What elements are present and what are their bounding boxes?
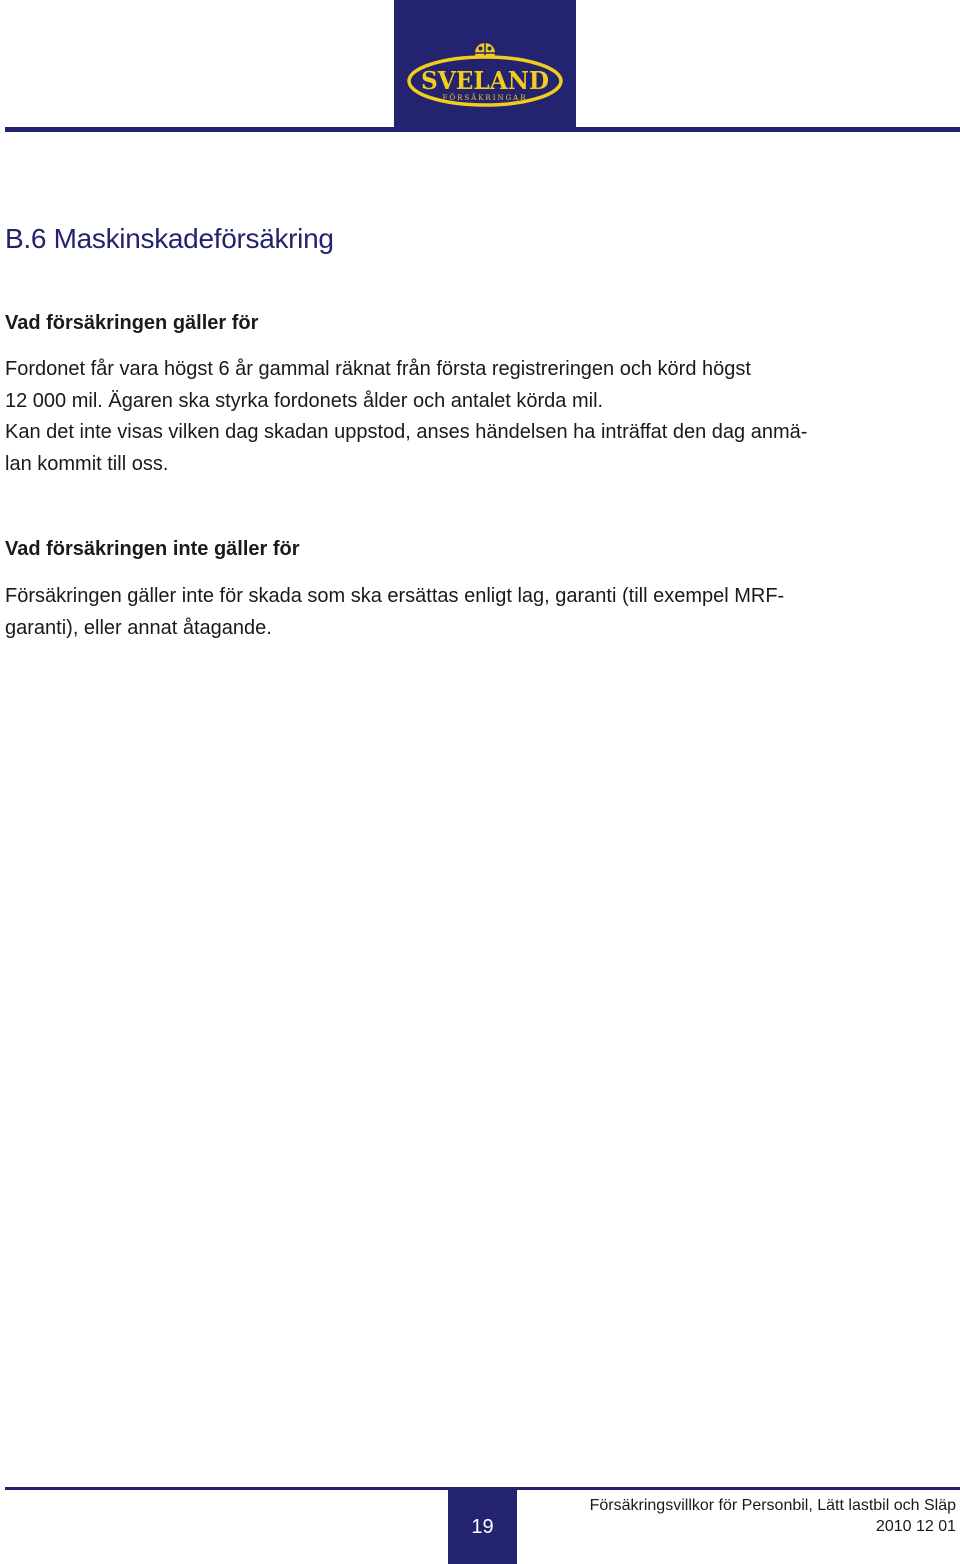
exclusions-line: Försäkringen gäller inte för skada som ska ersättas enligt lag, garanti (till exempel MRF- bbox=[5, 585, 785, 607]
coverage-line: Kan det inte visas vilken dag skadan uppstod, anses händelsen ha inträffat den dag anmä- bbox=[5, 421, 808, 443]
footer-document-title: Försäkringsvillkor för Personbil, Lätt lastbil och Släp bbox=[589, 1497, 956, 1514]
logo-tagline: FÖRSÄKRINGAR bbox=[442, 94, 528, 102]
coverage-line: 12 000 mil. Ägaren ska styrka fordonets ålder och antalet körda mil. bbox=[5, 389, 604, 412]
coverage-line: Fordonet får vara högst 6 år gammal räknat från första registreringen och körd högst bbox=[5, 358, 751, 380]
header-divider bbox=[5, 127, 960, 132]
sveland-logo bbox=[394, 0, 576, 130]
logo-graphic bbox=[394, 0, 576, 130]
coverage-paragraph bbox=[5, 354, 935, 480]
coverage-line: lan kommit till oss. bbox=[5, 452, 169, 475]
exclusions-heading: Vad försäkringen inte gäller för bbox=[5, 538, 300, 560]
coverage-heading: Vad försäkringen gäller för bbox=[5, 312, 259, 334]
exclusions-paragraph bbox=[5, 581, 935, 644]
page-number: 19 bbox=[448, 1490, 517, 1564]
section-title: B.6 Maskinskadeförsäkring bbox=[5, 223, 334, 254]
footer-date: 2010 12 01 bbox=[875, 1518, 956, 1535]
exclusions-line: garanti), eller annat åtagande. bbox=[5, 616, 272, 639]
logo-wordmark: SVELAND bbox=[421, 66, 549, 95]
